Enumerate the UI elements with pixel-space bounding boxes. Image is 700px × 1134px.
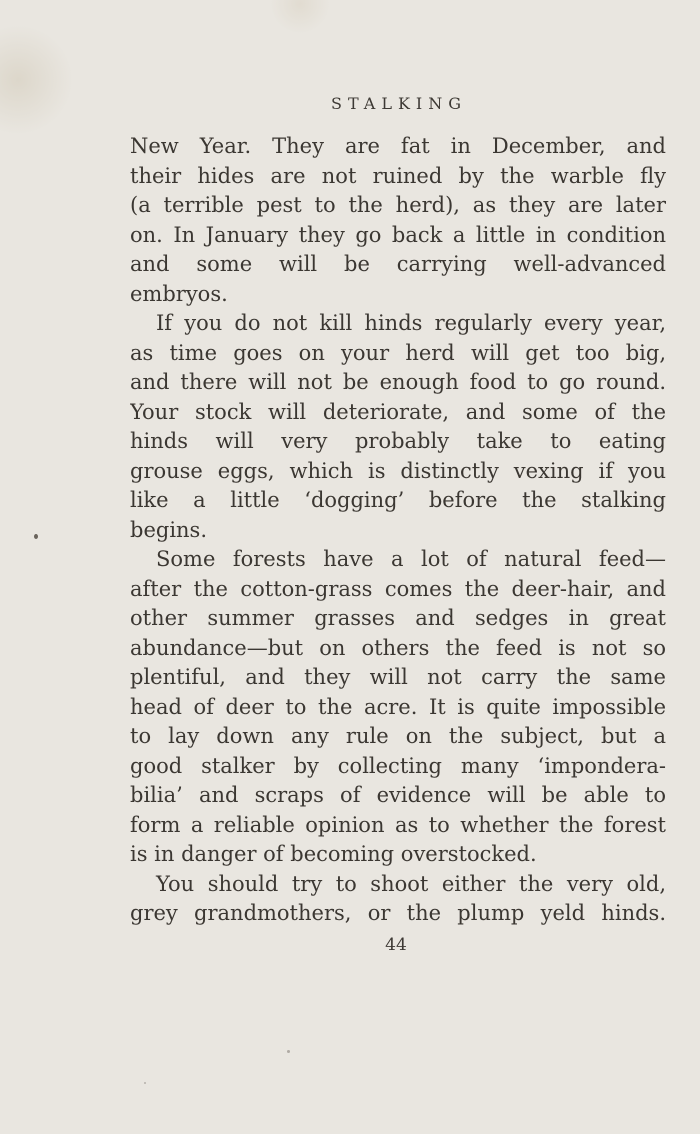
ink-speck xyxy=(287,1050,290,1053)
text-line: grouse eggs, which is distinctly vexing if you xyxy=(130,458,666,483)
text-line: good stalker by collecting many ‘impondera- xyxy=(130,753,666,778)
text-line: head of deer to the acre. It is quite impossible xyxy=(130,694,666,719)
text-line: like a little ‘dogging’ before the stalking xyxy=(130,488,666,512)
text-line: is in danger of becoming overstocked. xyxy=(130,842,537,866)
text-line: New Year. They are fat in December, and xyxy=(130,134,666,158)
text-line: abundance—but on others the feed is not so xyxy=(130,635,666,660)
text-line: You should try to shoot either the very old, xyxy=(156,871,666,896)
text-line: and there will not be enough food to go round. xyxy=(130,370,666,394)
text-line: hinds will very probably take to eating xyxy=(130,429,666,453)
text-line: their hides are not ruined by the warble fly xyxy=(130,163,666,188)
text-line: plentiful, and they will not carry the same xyxy=(130,665,666,689)
text-line: If you do not kill hinds regularly every year, xyxy=(156,311,666,335)
running-head: STALKING xyxy=(331,94,467,113)
text-line: begins. xyxy=(130,517,208,542)
ink-speck xyxy=(34,534,38,539)
text-line: as time goes on your herd will get too big, xyxy=(130,340,666,365)
text-line: after the cotton-grass comes the deer-hair, and xyxy=(130,576,666,601)
text-line: other summer grasses and sedges in great xyxy=(130,606,666,630)
text-line: form a reliable opinion as to whether the forest xyxy=(130,812,666,837)
text-line: grey grandmothers, or the plump yeld hinds. xyxy=(130,901,666,925)
text-line: to lay down any rule on the subject, but a xyxy=(130,724,666,748)
page-number: 44 xyxy=(385,935,407,955)
text-line: on. In January they go back a little in condition xyxy=(130,222,666,247)
text-line: and some will be carrying well-advanced xyxy=(130,252,666,276)
text-line: embryos. xyxy=(130,281,228,306)
text-line: Your stock will deteriorate, and some of the xyxy=(130,399,666,424)
text-line: (a terrible pest to the herd), as they are later xyxy=(130,193,666,217)
text-line: bilia’ and scraps of evidence will be able to xyxy=(130,783,666,807)
ink-speck xyxy=(144,1082,146,1084)
text-line: Some forests have a lot of natural feed— xyxy=(156,547,666,571)
body-text xyxy=(130,132,666,929)
